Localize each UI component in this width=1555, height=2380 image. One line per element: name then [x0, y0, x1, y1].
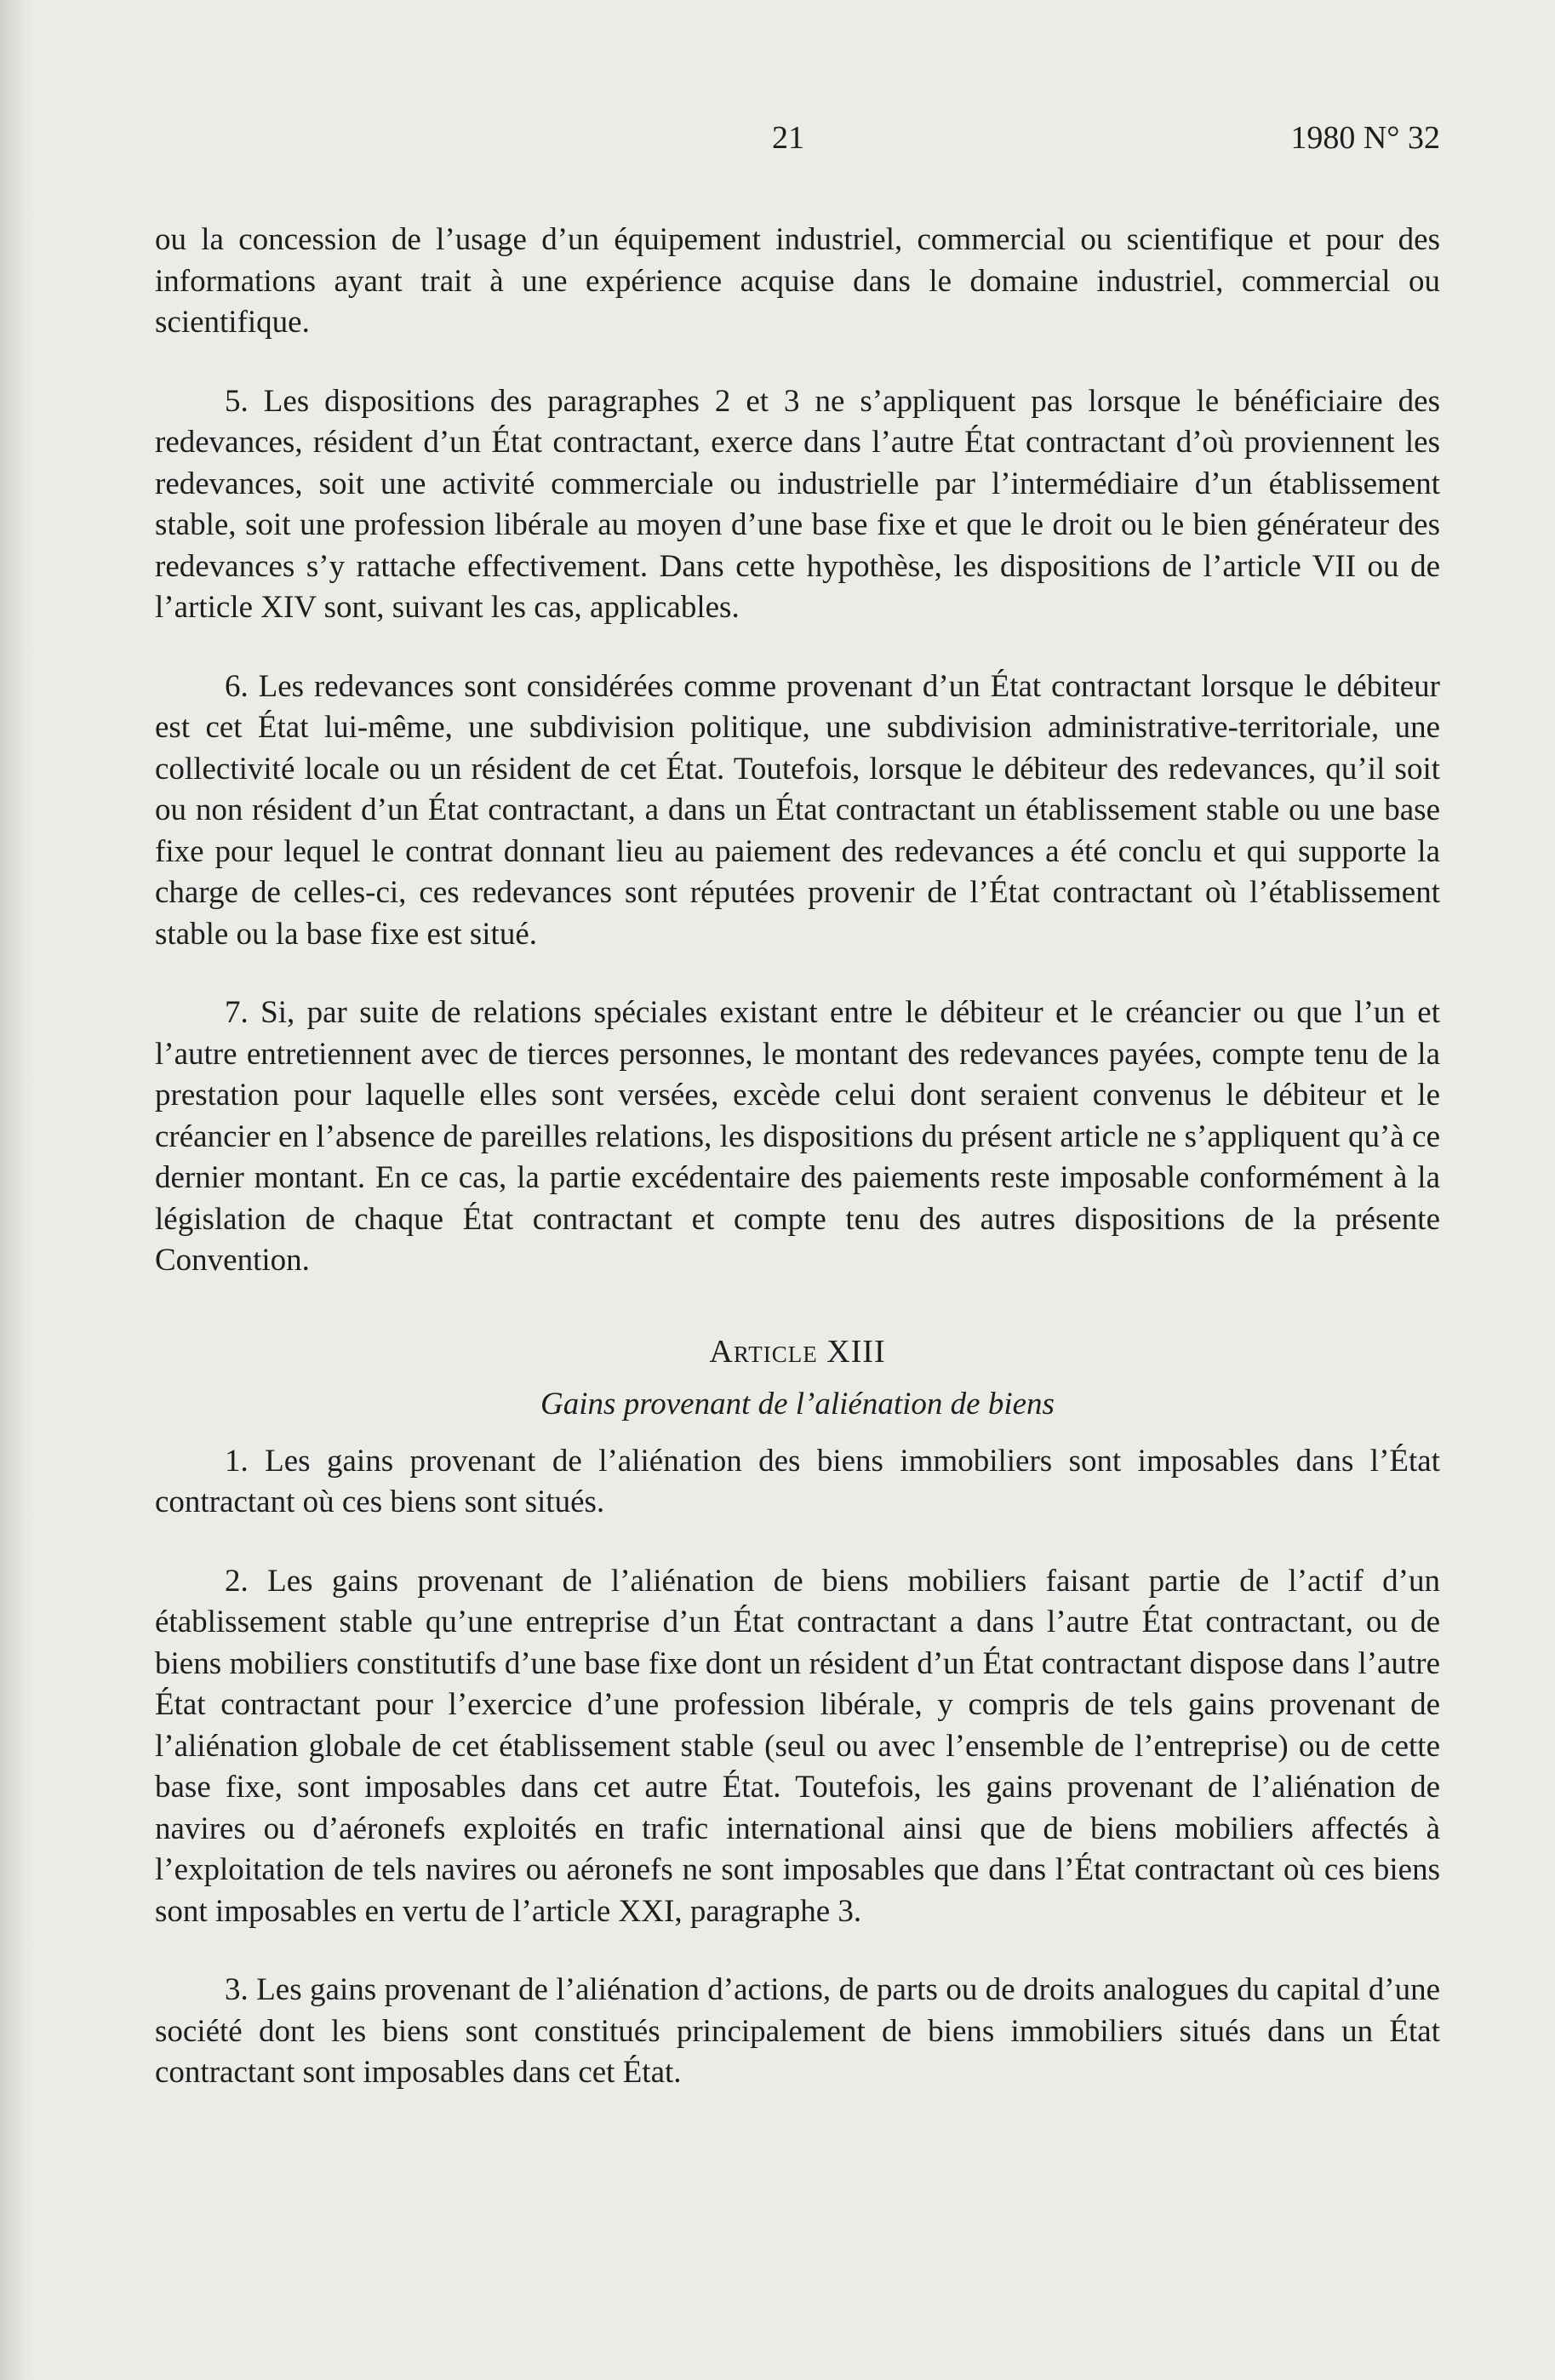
paragraph-6: 6. Les redevances sont considérées comme provenant d’un État contractant lorsque le débiteur est cet État lui-même, une subdivision politique, une subdivision administrative-territoriale, une collectivité locale ou un résident de cet État. Toutefois, lorsque le débiteur des redevances, qu’il soit ou non résident d’un État contractant, a dans un État contractant un établissement stable ou une base fixe pour lequel le contrat donnant lieu au paiement des redevances a été conclu et qui supporte la charge de celles-ci, ces redevances sont réputées provenir de l’État contractant où l’établissement stable ou la base fixe est situé. — [155, 668, 1440, 952]
article-paragraph-3: 3. Les gains provenant de l’aliénation d’actions, de parts ou de droits analogues du capital d’une société dont les biens sont constitués principalement de biens immobiliers situés dans un État contractant sont imposables dans cet État. — [155, 1972, 1440, 2090]
article-subtitle: Gains provenant de l’aliénation de biens — [540, 1387, 1055, 1422]
article-paragraph-2: 2. Les gains provenant de l’aliénation de biens mobiliers faisant partie de l’actif d’un établissement stable qu’une entreprise d’un État contractant a dans l’autre État contractant, ou de biens mobiliers constitutifs d’une base fixe dont un résident d’un État contractant dispose dans l’autre État contractant pour l’exercice d’une profession libérale, y compris de tels gains provenant de l’aliénation globale de cet établissement stable (seul ou avec l’ensemble de l’entreprise) ou de cette base fixe, sont imposables dans cet autre État. Toutefois, les gains provenant de l’aliénation de navires ou d’aéronefs exploités en trafic international ainsi que de biens mobiliers affectés à l’exploitation de tels navires ou aéronefs ne sont imposables que dans l’État contractant où ces biens sont imposables en vertu de l’article XXI, paragraphe 3. — [155, 1563, 1440, 1929]
paragraph-5: 5. Les dispositions des paragraphes 2 et 3 ne s’appliquent pas lorsque le bénéficiaire des redevances, résident d’un État contractant, exerce dans l’autre État contractant d’où proviennent les redevances, soit une activité commerciale ou industrielle par l’intermédiaire d’un établissement stable, soit une profession libérale au moyen d’une base fixe et que le droit ou le bien générateur des redevances s’y rattache effectivement. Dans cette hypothèse, les dispositions de l’article VII ou de l’article XIV sont, suivant les cas, applicables. — [155, 383, 1440, 625]
continuation-paragraph: ou la concession de l’usage d’un équipement industriel, commercial ou scientifique et pour des informations ayant trait à une expérience acquise dans le domaine industriel, commercial ou scientifique. — [155, 222, 1440, 340]
document-body — [155, 220, 1440, 2094]
paragraph-7: 7. Si, par suite de relations spéciales existant entre le débiteur et le créancier ou que l’un et l’autre entretiennent avec de tierces personnes, le montant des redevances payées, compte tenu de la prestation pour laquelle elles sont versées, excède celui dont seraient convenus le débiteur et le créancier en l’absence de pareilles relations, les dispositions du présent article ne s’appliquent qu’à ce dernier montant. En ce cas, la partie excédentaire des paiements reste imposable conformément à la législation de chaque État contractant et compte tenu des autres dispositions de la présente Convention. — [155, 995, 1440, 1278]
page-number: 21 — [772, 120, 804, 156]
page-header — [155, 119, 1440, 170]
article-paragraph-1: 1. Les gains provenant de l’aliénation des biens immobiliers sont imposables dans l’État contractant où ces biens sont situés. — [155, 1443, 1440, 1519]
page-edge-shadow — [0, 0, 32, 2380]
article-heading: Article XIII — [709, 1333, 886, 1370]
document-reference: 1980 N° 32 — [1290, 120, 1440, 156]
